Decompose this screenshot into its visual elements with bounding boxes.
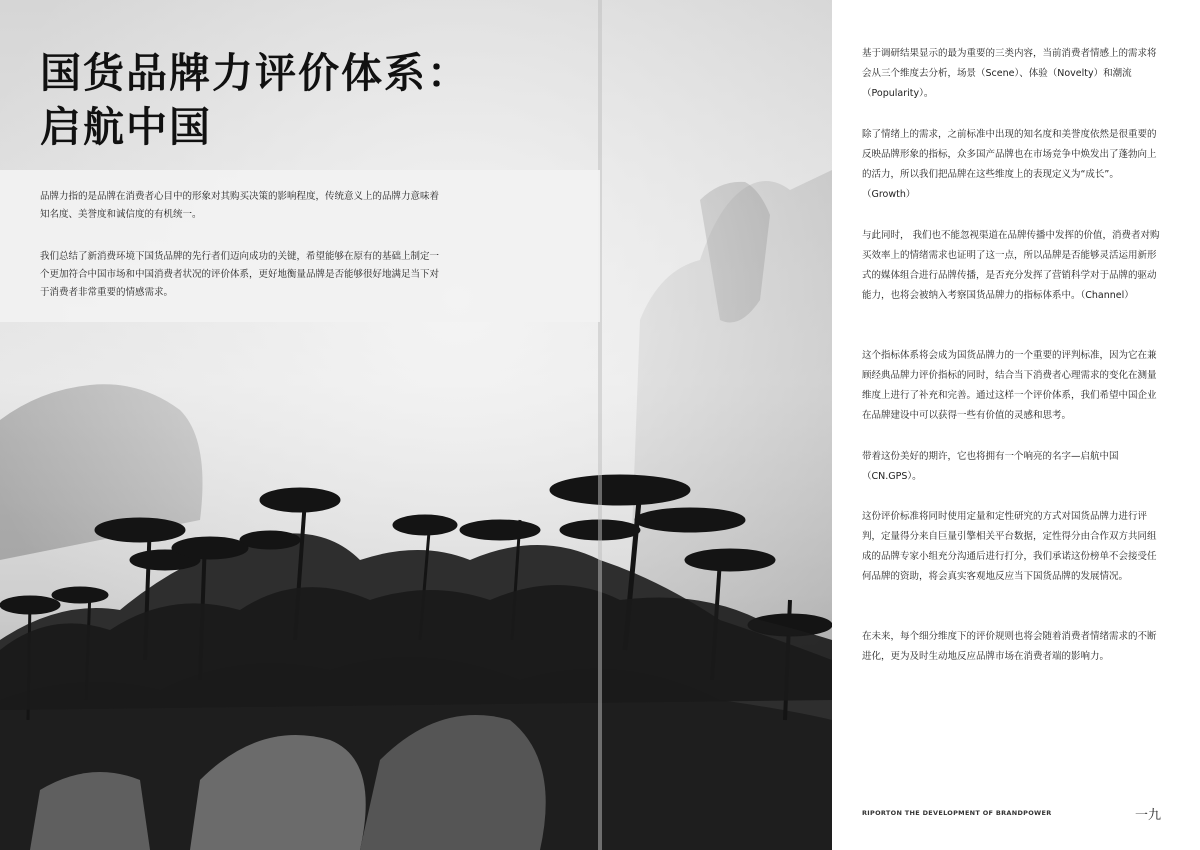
body-paragraph: 这个指标体系将会成为国货品牌力的一个重要的评判标准，因为它在兼顾经典品牌力评价指标的同时，结合当下消费者心理需求的变化在测量维度上进行了补充和完善。通过这样一个评价体系，我们希望中国企业在品牌建设中可以获得一些有价值的灵感和思考。 [862, 350, 1157, 421]
body-paragraph: 这份评价标准将同时使用定量和定性研究的方式对国货品牌力进行评判，定量得分来自巨量引擎相关平台数据，定性得分由合作双方共同组成的品牌专家小组充分沟通后进行打分，我们承诺这份榜单不会接受任何品牌的资助，将会真实客观地反应当下国货品牌的发展情况。 [862, 511, 1157, 582]
body-paragraph: 在未来，每个细分维度下的评价规则也将会随着消费者情绪需求的不断进化，更为及时生动地反应品牌市场在消费者端的影响力。 [862, 631, 1157, 662]
title-line-2: 启航中国 [40, 103, 212, 151]
title-band [0, 0, 600, 170]
body-paragraph: 与此同时， 我们也不能忽视渠道在品牌传播中发挥的价值，消费者对购买效率上的情绪需求也证明了这一点，所以品牌是否能够灵活运用新形式的媒体组合进行品牌传播，是否充分发挥了营销科学对于品牌的驱动能力，也将会被纳入考察国货品牌力的指标体系中。（Channel） [862, 230, 1160, 301]
body-paragraph: 带着这份美好的期许，它也将拥有一个响亮的名字—启航中国（CN.GPS）。 [862, 451, 1119, 482]
body-paragraph: 除了情绪上的需求，之前标准中出现的知名度和美誉度依然是很重要的反映品牌形象的指标，众多国产品牌也在市场竞争中焕发出了蓬勃向上的活力，所以我们把品牌在这些维度上的表现定义为“成长”。（Growth） [862, 129, 1157, 200]
intro-text-box [0, 170, 600, 322]
title-line-1: 国货品牌力评价体系： [40, 49, 470, 97]
footer-report-label: RIPORTON THE DEVELOPMENT OF BRANDPOWER [862, 809, 1052, 817]
page-title [40, 46, 470, 154]
intro-paragraph: 我们总结了新消费环境下国货品牌的先行者们迈向成功的关键，希望能够在原有的基础上制定一个更加符合中国市场和中国消费者状况的评价体系，更好地衡量品牌是否能够很好地满足当下对于消费者非常重要的情感需求。 [40, 251, 440, 298]
intro-paragraph: 品牌力指的是品牌在消费者心目中的形象对其购买决策的影响程度，传统意义上的品牌力意味着知名度、美誉度和诚信度的有机统一。 [40, 191, 440, 220]
right-text-column [832, 0, 1200, 850]
page-number: 一九 [1135, 808, 1162, 823]
body-paragraph: 基于调研结果显示的最为重要的三类内容，当前消费者情感上的需求将会从三个维度去分析，场景（Scene）、体验（Novelty）和潮流（Popularity）。 [862, 48, 1157, 99]
